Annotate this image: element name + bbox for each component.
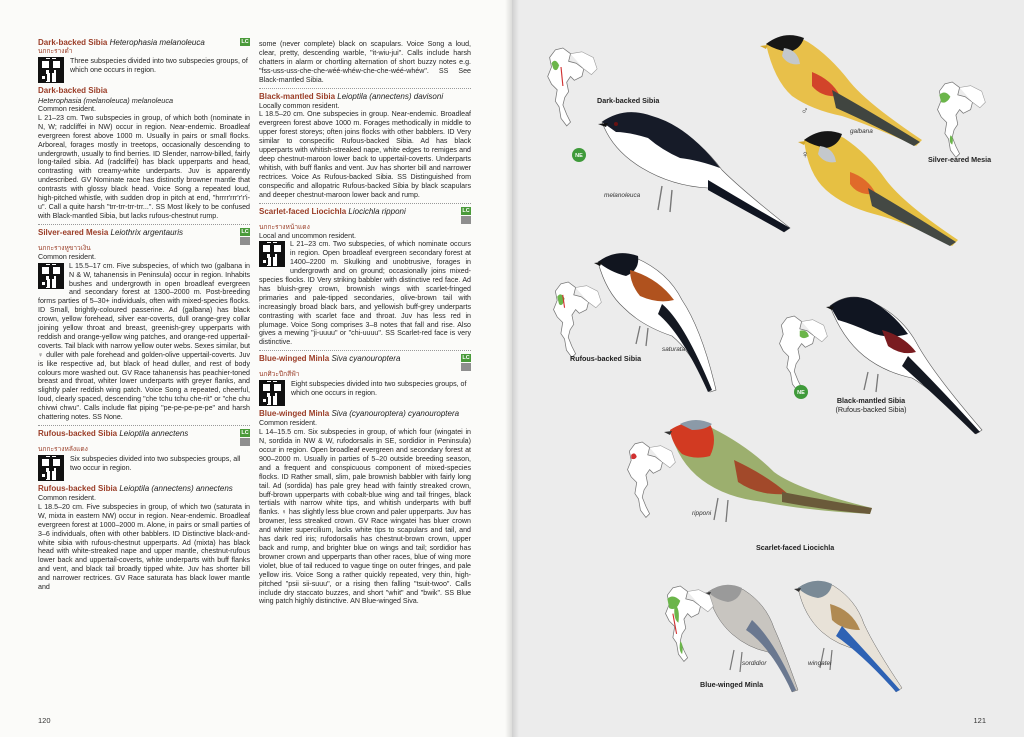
iucn-badge: LC	[462, 355, 470, 362]
species-title: Black-mantled Sibia Leioptila (annectens) davisoni	[259, 91, 444, 101]
thai-name: นกกะรางหลังแดง	[38, 446, 88, 453]
iucn-badge: LC	[241, 228, 249, 235]
range-map-black-mantled	[780, 316, 828, 391]
iucn-badge-grey	[461, 363, 471, 371]
species-body: L 21–23 cm. Two subspecies, of which nominate occurs in region. Open broadleaf evergreen secondary forest at 1400–2200 m. Skulking and unobtrusive, forages in undergrowth and on ground; occasionally joins mixed-species flocks. ID Very striking babbler with distinctive red face. Ad has bluish-grey crown, brownish wings with scarlet-fringed primaries and pale-tipped secondaries, olive-brown tail with increasingly broad black bars, and yellowish buff-grey underparts contrasting with scarlet face and throat. Juv has less red in plumage. Voice Song comprises 3–8 notes that fall and rise. Also gives a mewing "ji-uuuu" or "chi-uuuu". SS Scarlet-red face is very distinctive.	[259, 240, 471, 347]
bird-minla-sordidior	[704, 585, 798, 692]
bird-scarlet-faced-liocichla	[664, 420, 872, 522]
page-number-right: 121	[973, 716, 986, 725]
group-intro: Three subspecies divided into two subspecies groups, of which one occurs in region.	[70, 57, 248, 74]
species-body: L 21–23 cm. Two subspecies in group, of which both (nominate in N, W; radcliffei in NW) occur in region. Near-endemic. Broadleaf evergreen forest above 1000 m. Usually in pairs or small flocks. Arboreal, forages mostly in treetops, occasionally descending to undergrowth, usually to find berries. ID Slender, narrow-billed, fairly long-tailed sibia. Ad (radcliffei) has black upperparts and head, contrasting with creamy-white underparts. Juv is apparently undescribed. GV Nominate race has distinctly browner mantle that contrasts with glossy black head. Voice Song a repeated loud, high-pitched whistle, with sudden drop in pitch at end, "hrrrr'rrr'r'r'i-u". Call a quite harsh "trr-trr-trr-trr...". SS Most likely to be confused with Black-mantled Sibia, but lacks rufous-chestnut rump.	[38, 113, 250, 220]
status-text: Locally common resident.	[259, 101, 340, 110]
status-text: Common resident.	[38, 252, 96, 261]
species-scarlet-faced-liocichla	[259, 207, 471, 348]
range-map-rufous	[554, 282, 602, 357]
species-silver-eared-mesia	[38, 228, 250, 422]
thai-name: นกกะรางหูขาวเงิน	[38, 244, 91, 252]
species-black-mantled-sibia	[259, 92, 471, 200]
range-map-minla	[666, 586, 714, 661]
thai-name: นกศิวะปีกสีฟ้า	[259, 371, 300, 379]
iucn-badge: LC	[241, 430, 249, 436]
divider	[259, 88, 471, 89]
iucn-badge: LC	[462, 207, 470, 214]
qr-code[interactable]	[38, 263, 64, 289]
iucn-badge: LC	[241, 39, 249, 45]
bird-rufous-backed-sibia	[594, 253, 716, 392]
bird-dark-backed-sibia	[598, 112, 790, 232]
range-map-liocichla	[628, 442, 676, 517]
species-title: Rufous-backed Sibia Leioptila annectens	[38, 429, 189, 438]
bird-mesia-male	[760, 35, 922, 146]
range-map-dark-backed	[548, 48, 597, 126]
bird-mesia-female	[798, 131, 958, 246]
label-blue-winged-minla: Blue-winged Minla	[700, 680, 764, 689]
text-column-left	[38, 38, 250, 592]
qr-code[interactable]	[38, 455, 64, 481]
species-rufous-backed-sibia	[38, 429, 250, 592]
species-title: Dark-backed Sibia Heterophasia melanoleuca	[38, 38, 205, 47]
divider	[38, 425, 250, 426]
plate-illustration	[512, 0, 1024, 737]
qr-code[interactable]	[38, 57, 64, 83]
sublabel-wingatei: wingatei	[808, 660, 832, 667]
bird-minla-wingatei	[794, 581, 902, 692]
text-column-right	[259, 40, 471, 606]
species-blue-winged-minla	[259, 354, 471, 606]
continued-text: some (never complete) black on scapulars. Voice Song a loud, clear, pretty, descending warble, "it-wiu-jui". Calls include harsh chatters in alarm or chortling alternation of short buzzy notes e.g. "fss-uss-uss-che-che-wéé-whéw-che-che-wéé-whéw". SS See Black-mantled Sibia.	[259, 40, 471, 84]
group-intro: Six subspecies divided into two subspecies groups, all two occur in region.	[70, 455, 241, 472]
range-map-mesia	[938, 82, 986, 157]
ne-label-2: NE	[797, 390, 805, 396]
male-symbol: ♂	[801, 106, 809, 117]
subgroup-sci: Heterophasia (melanoleuca) melanoleuca	[38, 96, 174, 105]
female-symbol: ♀	[801, 149, 810, 161]
sublabel-ripponi: ripponi	[692, 510, 712, 517]
status-text: Common resident.	[38, 494, 96, 502]
sublabel-saturata: saturata	[662, 346, 686, 353]
group-intro: Eight subspecies divided into two subspecies groups, of which one occurs in region.	[291, 380, 467, 398]
label-scarlet-faced-liocichla: Scarlet-faced Liocichla	[756, 543, 835, 552]
page-number-left: 120	[38, 716, 51, 725]
ne-label-1: NE	[575, 153, 583, 159]
species-body: L 14–15.5 cm. Six subspecies in group, of which four (wingatei in N, sordida in NW & W, rufodorsalis in SE, sordidior in Peninsula) occur in region. Open broadleaf evergreen and secondary forest at 900–2000 m. Usually in parties of 5–20 outside breeding season, and a frequent and conspicuous component of mixed-species flocks. ID Rather small, slim, pale brownish babbler with fairly long tail. Ad (sordida) has pale grey head with faintly streaked crown, buff-brown upperparts with cobalt-blue wing and tail fringes, black tertials with narrow white tips, and whitish underparts with buff flanks. ♀ has slightly less blue crown and paler upperparts. Juv has browner, less streaked crown. GV Race wingatei has bluer crown and whiter supercilium, lacks white tips to scapulars and tail, and has dark red iris; rufodorsalis has chestnut-brown crown, upper back and rump, and brighter blue on wings and tail; sordidior has browner crown and upperparts than other races, blue of wing more violet, blue of tail reduced to vague tinge on outer fringes, and pale yellow iris. Voice Song a rather quickly repeated, very thin, high-pitched "psii sii-suuu", or a rising then falling "tsuit-twoo". Calls include dry staccato buzzes, and short "whit" and "bwik". SS Blue wing patch highly distinctive. AN Blue-winged Siva.	[259, 428, 471, 606]
thai-name: นกกะรางดำ	[38, 48, 73, 55]
divider	[259, 350, 471, 351]
species-title: Silver-eared Mesia Leiothrix argentauris	[38, 227, 183, 237]
species-body: L 18.5–20 cm. One subspecies in group. Near-endemic. Broadleaf evergreen forest above 1000 m. Forages methodically in middle to upper forest storeys; often joins flocks with other babblers. ID Very similar to conspecific Rufous-backed Sibia. Ad has black upperparts with whitish-streaked nape, white edges to remiges and deep chestnut-maroon lower back to uppertail-coverts. Underparts whitish, with buff flanks and vent. Juv has shorter bill and narrower rectrices. Voice As Rufous-backed Sibia. SS Distinguished from conspecific and allopatric Rufous-backed Sibia by black scapulars and deeper chestnut-maroon lower back and rump.	[259, 110, 471, 199]
label-silver-eared-mesia: Silver-eared Mesia	[928, 155, 992, 164]
status-text: Local and uncommon resident.	[259, 231, 357, 240]
divider	[38, 224, 250, 225]
label-rufous-backed-sibia: Rufous-backed Sibia	[570, 354, 642, 363]
subgroup-title: Blue-winged Minla Siva (cyanouroptera) cyanouroptera	[259, 409, 460, 419]
subgroup-title: Dark-backed Sibia	[38, 86, 108, 95]
iucn-badge-grey	[240, 237, 250, 245]
status-text: Common resident.	[259, 419, 317, 428]
species-title: Blue-winged Minla Siva cyanouroptera	[259, 354, 401, 364]
subgroup-title: Rufous-backed Sibia Leioptila (annectens) annectens	[38, 484, 233, 493]
sublabel-melanoleuca: melanoleuca	[604, 192, 641, 199]
iucn-badge-grey	[240, 438, 250, 446]
thai-name: นกกะรางหน้าแดง	[259, 223, 310, 231]
book-gutter	[505, 0, 519, 737]
species-body: L 15.5–17 cm. Five subspecies, of which two (galbana in N & W, tahanensis in Peninsula) occur in region. Inhabits bushes and undergrowth in open broadleaf evergreen and secondary forest at 1300–2000 m. Post-breeding forms parties of 5–30+ individuals, often with mixed-species flocks. ID Small, brightly-coloured passerine. Ad (galbana) has black crown, yellow forehead, silver ear-coverts, dull orange-grey collar joining yellow throat and breast, greenish-grey upperparts with reddish and orange-yellow wing patches, and orange-red uppertail-coverts. Tail black with narrow yellow outer webs. Sexes similar, but ♀ duller with pale forehead and golden-olive uppertail-coverts. Juv is like respective ad, but black of head duller, and rest of body colours more washed out. GV Race tahanensis has peachier-toned breast and throat, whiter lower underparts with greyer flanks, and slightly paler reddish wing patch. Voice Song a repeated, cheerful, loud, clearly spaced, descending "che tchu tchu che-rit" or "che chu chivwi chwu". Calls include flat piping "pe-pe-pe-pe-pe" and harsh chattering notes. SS None.	[38, 261, 250, 422]
right-page-plate	[512, 0, 1024, 737]
sublabel-sordidior: sordidior	[742, 660, 767, 667]
sublabel-galbana: galbana	[850, 128, 873, 135]
label-black-mantled-sibia: Black-mantled Sibia (Rufous-backed Sibia)	[835, 396, 907, 414]
species-body: L 18.5–20 cm. Five subspecies in group, of which two (saturata in W, mixta in eastern NW) occur in region. Near-endemic. Broadleaf evergreen forest at 1000–2000 m. Alone, in pairs or small parties of 3–6 individuals, often with other babblers. ID Distinctive black-and-white sibia with rufous-chestnut upperparts. Ad (mixta) has black head with white-streaked nape and upper mantle, chestnut-rufous lower back and uppertail-coverts, white underparts with buff flanks and vent, and black tail broadly tipped white. Juv has shorter bill and narrower rectrices. GV Race saturata has black lower mantle and	[38, 502, 250, 592]
label-dark-backed-sibia: Dark-backed Sibia	[597, 96, 660, 105]
divider	[259, 203, 471, 204]
status-text: Common resident.	[38, 105, 96, 113]
species-dark-backed-sibia	[38, 38, 250, 221]
species-title: Scarlet-faced Liocichla Liocichla ripponi	[259, 206, 406, 216]
qr-code[interactable]	[259, 380, 285, 406]
qr-code[interactable]	[259, 241, 285, 267]
iucn-badge-grey	[461, 216, 471, 224]
